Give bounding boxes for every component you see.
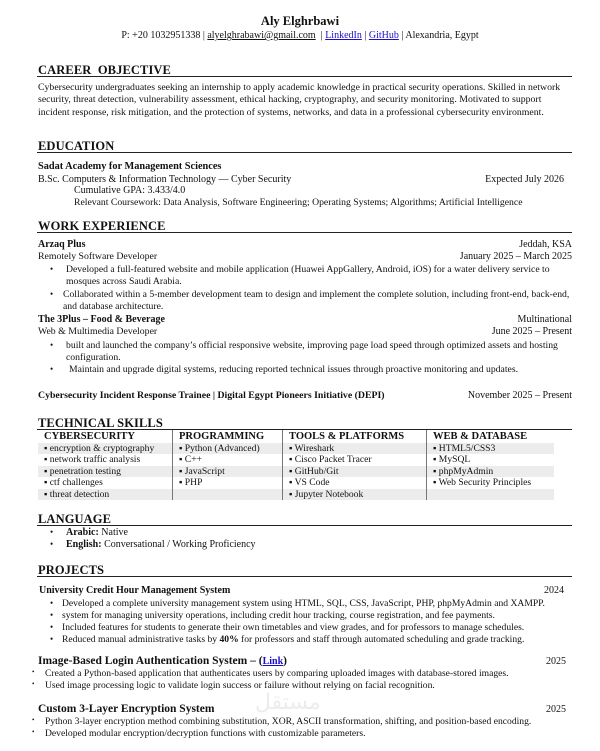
job-location: Multinational bbox=[517, 314, 572, 325]
skill-item: ▪ network traffic analysis bbox=[44, 454, 141, 465]
section-divider bbox=[37, 232, 572, 233]
job-bullet: built and launched the company’s official responsive website, improving page load speed through optimized assets and hosting configuration. bbox=[66, 340, 558, 364]
skill-item bbox=[427, 489, 555, 501]
language-item bbox=[66, 539, 256, 551]
depi-dates: November 2025 – Present bbox=[467, 390, 572, 401]
resume-name: Aly Elghrbawi bbox=[260, 14, 340, 28]
bullet-icon: • bbox=[32, 680, 35, 688]
github-link[interactable]: GitHub bbox=[368, 30, 399, 41]
bullet-icon: • bbox=[50, 539, 54, 549]
skill-item: ▪ HTML5/CSS3 bbox=[427, 443, 555, 455]
bullet-icon: • bbox=[50, 340, 54, 350]
project-bullet: Python 3-layer encryption method combining substitution, XOR, ASCII transformation, shifting, and position-based encoding. bbox=[45, 716, 532, 727]
expected-date: Expected July 2026 bbox=[485, 174, 564, 185]
skills-header-row bbox=[38, 430, 554, 443]
skill-item: ▪ PHP bbox=[173, 477, 283, 489]
project-title: Custom 3-Layer Encryption System bbox=[38, 703, 215, 715]
job-dates: June 2025 – Present bbox=[491, 326, 572, 337]
skill-item: ▪ GitHub/Git bbox=[283, 466, 427, 478]
job-role: Remotely Software Developer bbox=[38, 251, 158, 262]
skills-row bbox=[38, 489, 554, 501]
linkedin-link[interactable]: LinkedIn bbox=[325, 30, 362, 41]
depi-title: Cybersecurity Incident Response Trainee | Digital Egypt Pioneers Initiative (DEPI) bbox=[38, 390, 385, 401]
separator: | bbox=[401, 30, 404, 41]
skill-item: ▪ encryption & cryptography bbox=[38, 443, 173, 455]
skill-item: ▪ Wireshark bbox=[283, 443, 427, 455]
separator: | bbox=[364, 30, 367, 41]
skill-item: ▪ C++ bbox=[173, 454, 283, 466]
separator: | bbox=[202, 30, 205, 41]
coursework: Relevant Coursework: Data Analysis, Software Engineering; Operating Systems; Algorithms; Artificial Intelligence bbox=[74, 197, 523, 208]
bullet-icon: • bbox=[50, 264, 54, 274]
project-year: 2024 bbox=[544, 585, 564, 596]
section-divider bbox=[37, 76, 572, 77]
job-dates: January 2025 – March 2025 bbox=[459, 251, 572, 262]
job-bullet: Collaborated within a 5-member development team to design and implement the complete solution, including front-end, back-end, and database architecture. bbox=[63, 289, 570, 313]
section-heading-skills: TECHNICAL SKILLS bbox=[38, 416, 163, 430]
location: Alexandria, Egypt bbox=[405, 30, 479, 41]
project-year: 2025 bbox=[546, 656, 566, 667]
skills-row bbox=[38, 454, 554, 466]
section-heading-work: WORK EXPERIENCE bbox=[38, 219, 166, 233]
bullet-icon: • bbox=[50, 634, 54, 644]
bullet-icon: • bbox=[50, 622, 54, 632]
separator: | bbox=[320, 30, 323, 41]
project-title bbox=[38, 655, 287, 668]
skills-column-header: WEB & DATABASE bbox=[427, 430, 555, 443]
skill-item: ▪ MySQL bbox=[427, 454, 555, 466]
language-level: Native bbox=[101, 527, 128, 538]
section-heading-language: LANGUAGE bbox=[38, 512, 112, 526]
project-bullet: Used image processing logic to validate login success or failure without relying on facial recognition. bbox=[45, 680, 435, 691]
degree: B.Sc. Computers & Information Technology — Cyber Security bbox=[38, 174, 292, 185]
project-title-text: ) bbox=[283, 655, 287, 667]
bullet-icon: • bbox=[50, 527, 54, 537]
section-heading-objective: CAREER OBJECTIVE bbox=[38, 63, 171, 77]
project-bullet: Developed modular encryption/decryption functions with customizable parameters. bbox=[45, 728, 366, 739]
section-divider bbox=[37, 576, 572, 577]
section-heading-projects: PROJECTS bbox=[38, 563, 105, 577]
skill-item bbox=[173, 489, 283, 501]
section-heading-education: EDUCATION bbox=[38, 139, 115, 153]
project-bullet bbox=[62, 634, 524, 646]
skill-item: ▪ VS Code bbox=[283, 477, 427, 489]
bullet-text: for professors and staff through automated scheduling and grade tracking. bbox=[238, 634, 525, 645]
bullet-highlight: 40% bbox=[219, 634, 239, 645]
project-bullet: Included features for students to generate their own timetables and view grades, and for professors to manage schedules. bbox=[62, 622, 525, 633]
skills-column-header: PROGRAMMING bbox=[173, 430, 283, 443]
job-bullet: Developed a full-featured website and mobile application (Huawei AppGallery, Android, iOS) for a water delivery service to mosques across Saudi Arabia. bbox=[66, 264, 550, 288]
skills-row bbox=[38, 477, 554, 489]
bullet-icon: • bbox=[50, 598, 54, 608]
skills-row bbox=[38, 466, 554, 478]
school-name: Sadat Academy for Management Sciences bbox=[38, 161, 222, 172]
skill-item: ▪ Web Security Principles bbox=[427, 477, 555, 489]
bullet-icon: • bbox=[32, 728, 35, 736]
skills-column-header: CYBERSECURITY bbox=[44, 431, 136, 442]
skill-item: ▪ JavaScript bbox=[173, 466, 283, 478]
bullet-text: Reduced manual administrative tasks by bbox=[62, 634, 220, 645]
section-divider bbox=[37, 152, 572, 153]
skill-item: ▪ Cisco Packet Tracer bbox=[283, 454, 427, 466]
project-bullet: system for managing university operations, including credit hour tracking, course registration, and fee payments. bbox=[62, 610, 495, 621]
skills-table bbox=[38, 430, 554, 500]
company-name: Arzaq Plus bbox=[38, 239, 86, 250]
bullet-icon: • bbox=[50, 289, 54, 299]
job-role: Web & Multimedia Developer bbox=[38, 326, 158, 337]
gpa: Cumulative GPA: 3.433/4.0 bbox=[74, 185, 186, 196]
project-year: 2025 bbox=[546, 704, 566, 715]
bullet-icon: • bbox=[50, 610, 54, 620]
language-level: Conversational / Working Proficiency bbox=[104, 539, 256, 550]
language-name: English: bbox=[66, 539, 102, 550]
language-name: Arabic: bbox=[66, 527, 99, 538]
skill-item: ▪ ctf challenges bbox=[44, 477, 103, 488]
phone: P: +20 1032951338 bbox=[121, 30, 201, 41]
contact-line bbox=[0, 30, 600, 42]
objective-text: Cybersecurity undergraduates seeking an internship to apply academic knowledge in practical security operations. Skilled in network security, threat detection, vulnerability assessment, ethical hacking, cryptography, and security monitoring. Motivated to support incident response, risk mitigation, and the protection of systems, networks, and data in a professional cybersecurity environment. bbox=[38, 82, 561, 118]
skill-item: ▪ penetration testing bbox=[38, 466, 173, 478]
project-title-text: Image-Based Login Authentication System – ( bbox=[38, 655, 263, 667]
bullet-icon: • bbox=[32, 716, 35, 724]
skills-row bbox=[38, 443, 554, 455]
email-link[interactable]: alyelghrabawi@gmail.com bbox=[207, 30, 316, 41]
job-location: Jeddah, KSA bbox=[519, 239, 572, 250]
bullet-icon: • bbox=[50, 364, 54, 374]
skill-item: ▪ Jupyter Notebook bbox=[283, 489, 427, 501]
section-divider bbox=[37, 525, 572, 526]
skills-column-header: TOOLS & PLATFORMS bbox=[283, 430, 427, 443]
job-bullet: Maintain and upgrade digital systems, reducing reported technical issues through proactive monitoring and updates. bbox=[69, 364, 519, 375]
bullet-icon: • bbox=[32, 668, 35, 676]
skill-item: ▪ threat detection bbox=[38, 489, 173, 501]
project-bullet: Developed a complete university management system using HTML, SQL, CSS, JavaScript, PHP, phpMyAdmin and XAMPP. bbox=[62, 598, 545, 609]
skill-item: ▪ Python (Advanced) bbox=[173, 443, 283, 455]
watermark-logo: مستقل bbox=[255, 690, 321, 715]
company-name: The 3Plus – Food & Beverage bbox=[38, 314, 165, 325]
skill-item: ▪ phpMyAdmin bbox=[427, 466, 555, 478]
project-bullet: Created a Python-based application that authenticates users by comparing uploaded images with database-stored images. bbox=[45, 668, 509, 679]
project-title: University Credit Hour Management System bbox=[39, 585, 231, 596]
project-link[interactable]: Link bbox=[262, 656, 284, 667]
language-item bbox=[66, 527, 128, 539]
